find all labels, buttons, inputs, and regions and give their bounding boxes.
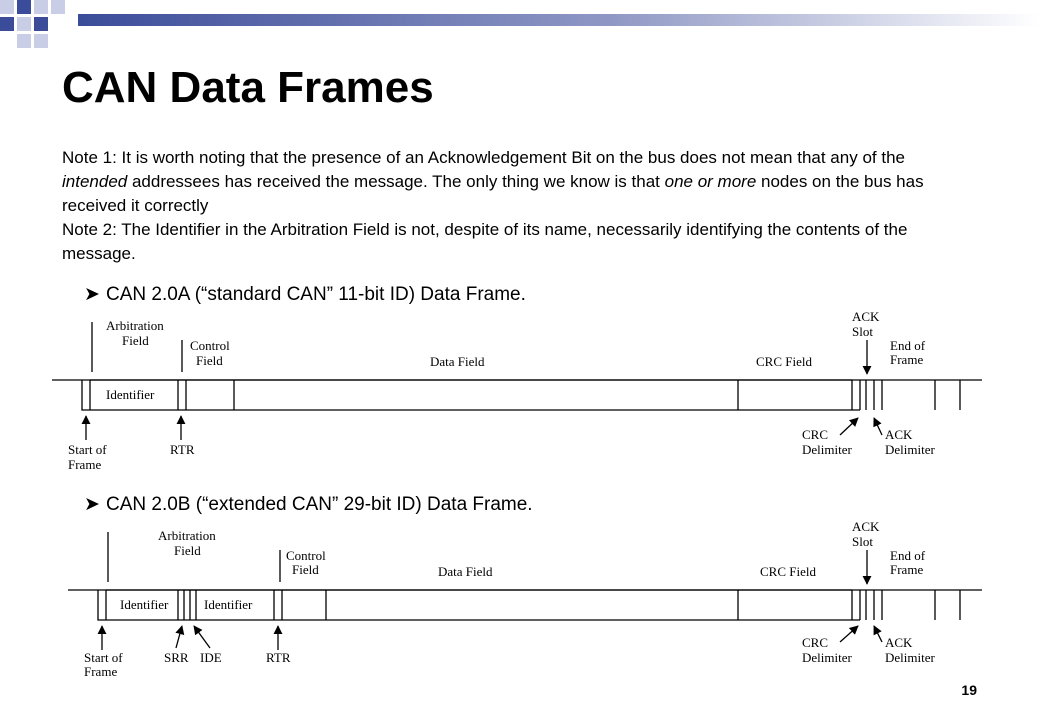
page-number: 19	[961, 682, 977, 698]
crc-delimiter-label: CRC	[802, 635, 829, 650]
ack-slot-label: ACK	[852, 519, 880, 534]
ack-slot-label: Slot	[852, 534, 873, 549]
identifier-label: Identifier	[106, 387, 155, 402]
frame-outline	[82, 380, 960, 410]
extended-frame-diagram	[0, 510, 1040, 682]
bullet-text: CAN 2.0A (“standard CAN” 11-bit ID) Data Frame.	[106, 284, 526, 305]
ack-slot-label: ACK	[852, 309, 880, 324]
end-of-frame-label: End of	[890, 338, 926, 353]
crc-delimiter-arrow	[840, 418, 858, 435]
srr-arrow	[176, 626, 182, 648]
note-1: Note 1: It is worth noting that the presence of an Acknowledgement Bit on the bus does not mean that any of the intended addressees has received the message. The only thing we know is that one or more nodes on the bus has received it correctly	[62, 148, 924, 215]
data-field-label: Data Field	[438, 564, 493, 579]
control-field-label: Field	[196, 353, 223, 368]
header-square	[17, 17, 31, 31]
header-square	[0, 17, 14, 31]
header-square	[51, 0, 65, 14]
header-square	[34, 34, 48, 48]
arbitration-label: Field	[122, 333, 149, 348]
note-1-emphasis: one or more	[664, 172, 757, 191]
data-field-label: Data Field	[430, 354, 485, 369]
bullet-arrow-icon: ➤	[84, 284, 100, 305]
start-of-frame-label: Start of	[84, 650, 123, 665]
header-gradient-bar	[78, 14, 1040, 26]
arbitration-label: Field	[174, 543, 201, 558]
end-of-frame-label: Frame	[890, 352, 924, 367]
crc-delimiter-label: Delimiter	[802, 442, 852, 457]
identifier-label: Identifier	[120, 597, 169, 612]
start-of-frame-label: Start of	[68, 442, 107, 457]
header-square	[17, 34, 31, 48]
control-field-label: Control	[190, 338, 230, 353]
end-of-frame-label: Frame	[890, 562, 924, 577]
arbitration-label: Arbitration	[158, 528, 216, 543]
header-square	[17, 0, 31, 14]
rtr-label: RTR	[266, 650, 291, 665]
ack-delimiter-label: Delimiter	[885, 442, 935, 457]
ack-delimiter-label: ACK	[885, 427, 913, 442]
control-field-label: Control	[286, 548, 326, 563]
notes-block	[62, 146, 962, 266]
bullet-text: CAN 2.0B (“extended CAN” 29-bit ID) Data Frame.	[106, 494, 533, 515]
note-1-emphasis: intended	[62, 172, 128, 191]
header-square	[34, 17, 48, 31]
ide-label: IDE	[200, 650, 222, 665]
start-of-frame-label: Frame	[84, 664, 118, 679]
rtr-label: RTR	[170, 442, 195, 457]
slide-header-decoration	[0, 0, 1040, 60]
control-field-label: Field	[292, 562, 319, 577]
standard-frame-diagram	[0, 300, 1040, 480]
ack-delimiter-label: ACK	[885, 635, 913, 650]
srr-label: SRR	[164, 650, 189, 665]
ack-slot-label: Slot	[852, 324, 873, 339]
crc-field-label: CRC Field	[760, 564, 816, 579]
header-square	[34, 0, 48, 14]
header-square	[0, 0, 14, 14]
arbitration-label: Arbitration	[106, 318, 164, 333]
page-title: CAN Data Frames	[62, 63, 434, 112]
identifier-label: Identifier	[204, 597, 253, 612]
ack-delimiter-arrow	[874, 626, 882, 642]
note-2: Note 2: The Identifier in the Arbitration Field is not, despite of its name, necessarily identifying the contents of the message.	[62, 220, 908, 263]
bullet-arrow-icon: ➤	[84, 494, 100, 515]
crc-delimiter-label: Delimiter	[802, 650, 852, 665]
start-of-frame-label: Frame	[68, 457, 102, 472]
crc-delimiter-label: CRC	[802, 427, 829, 442]
crc-delimiter-arrow	[840, 626, 858, 642]
crc-field-label: CRC Field	[756, 354, 812, 369]
ide-arrow	[194, 626, 210, 648]
ack-delimiter-label: Delimiter	[885, 650, 935, 665]
ack-delimiter-arrow	[874, 418, 882, 435]
end-of-frame-label: End of	[890, 548, 926, 563]
